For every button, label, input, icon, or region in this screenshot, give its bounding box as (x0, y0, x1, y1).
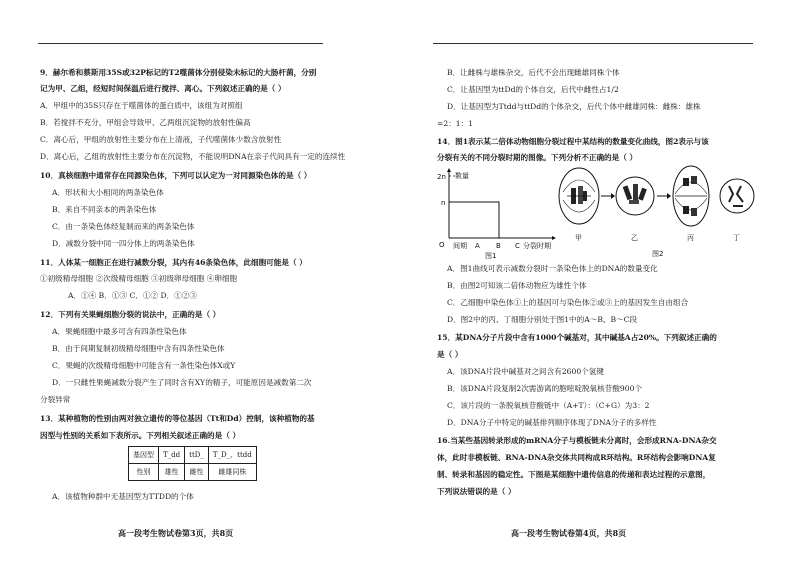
q10-option-b: B．来自不同亲本的两条染色体 (52, 205, 157, 214)
table-cell: T_dd (159, 447, 185, 464)
cell-label-yi: 乙 (631, 234, 638, 242)
x-tick-a: A (475, 242, 480, 250)
q16-line-4: 下列说法错误的是（ ） (437, 487, 516, 496)
q15-option-b: B．该DNA片段复制2次需游离的胞嘧啶脱氧核苷酸900个 (447, 384, 642, 393)
q9-option-d: D．离心后，乙组的放射性主要分布在沉淀物，不能说明DNA在亲子代间具有一定的连续性 (40, 152, 346, 161)
page-footer-right: 高一段考生物试卷第4页，共8页 (511, 528, 627, 538)
arrow-head-icon (611, 193, 615, 199)
y-axis-label: 数量 (455, 172, 469, 180)
q12-option-b: B．由于间期复制初级精母细胞中含有四条性染色体 (52, 344, 225, 353)
x-tick-interphase: 间期 (453, 242, 467, 250)
q15-stem-2: 是（ ） (437, 350, 463, 359)
q14-stem-2: 分裂有关的不同分裂时期的图像。下列分析不正确的是（ ） (437, 153, 638, 162)
figure-1-caption: 图1 (485, 252, 497, 260)
right-page (397, 0, 794, 562)
q13-option-d: D．让基因型为Ttdd与ttDd的个体杂交，后代个体中雌雄同株：雌株：雄株 (447, 102, 701, 111)
q14-option-b: B．由图2可知该二倍体动物应为雄性个体 (447, 281, 587, 290)
q15-option-a: A．该DNA片段中碱基对之间含有2600个氢键 (447, 367, 604, 376)
table-cell: ttD_ (185, 447, 209, 464)
cell-ding (720, 179, 754, 213)
q13-option-b: B．让雌株与雄株杂交，后代不会出现雌雄同株个体 (447, 68, 620, 77)
q12-option-a: A．果蝇细胞中最多可含有四条性染色体 (52, 327, 187, 336)
cell-bing (673, 166, 709, 226)
q9-stem-2: 记为甲、乙组，经短时间保温后进行搅拌、离心。下列叙述正确的是（ ） (40, 84, 286, 93)
figure-2-cells (557, 164, 757, 260)
table-row (129, 464, 257, 481)
cell-label-ding: 丁 (733, 234, 740, 242)
q11-stem: 11．人体某一细胞正在进行减数分裂，其内有46条染色体，此细胞可能是（ ） (40, 258, 307, 267)
q14-stem-1: 14．图1表示某二倍体动物细胞分裂过程中某结构的数量变化曲线，图2表示与该 (437, 137, 709, 146)
x-axis-label: 分裂时期 (523, 242, 551, 250)
q10-option-c: C．由一条染色体经复制而来的两条染色体 (52, 222, 195, 231)
q9-stem-1: 9．赫尔希和蔡斯用35S或32P标记的T2噬菌体分别侵染未标记的大肠杆菌，分别 (40, 68, 317, 77)
q9-option-a: A．甲组中的35S只存在于噬菌体的蛋白质中，该组为对照组 (40, 101, 243, 110)
top-rule-right (433, 43, 753, 44)
table-cell: 基因型 (129, 447, 159, 464)
q16-line-1: 16.当某些基因转录形成的mRNA分子与模板链未分离时，会形成RNA-DNA杂交 (437, 436, 717, 445)
top-rule-left (38, 43, 323, 44)
genotype-sex-table (128, 446, 257, 481)
table-cell: 雌性 (185, 464, 209, 481)
q12-stem: 12．下列有关果蝇细胞分裂的说法中，正确的是（ ） (40, 310, 221, 319)
q14-option-a: A．图1曲线可表示减数分裂时一条染色体上的DNA的数量变化 (447, 264, 658, 273)
q16-line-3: 制、转录和基因的稳定性。下图是某细胞中遗传信息的传递和表达过程的示意图， (437, 470, 711, 479)
q9-option-b: B．若搅拌不充分，甲组会导致甲、乙两组沉淀物的放射性偏高 (40, 118, 251, 127)
origin-label: O (439, 241, 445, 249)
arrow-head-icon (667, 193, 671, 199)
q13-stem-2: 因型与性别的关系如下表所示。下列相关叙述正确的是（ ） (40, 431, 241, 440)
table-cell: 雌雄同株 (208, 464, 256, 481)
q13-option-a: A．该植物种群中无基因型为TTDD的个体 (52, 492, 194, 501)
table-row (129, 447, 257, 464)
x-tick-c: C (515, 242, 520, 250)
x-axis-arrow-icon (552, 236, 556, 240)
q12-option-d-1: D．一只雌性果蝇减数分裂产生了同时含有XY的精子，可能原因是减数第二次 (52, 378, 312, 387)
table-cell: 性别 (129, 464, 159, 481)
q9-option-c: C．离心后，甲组的放射性主要分布在上清液，子代噬菌体少数含放射性 (40, 135, 282, 144)
q11-options: A．①④ B．①③ C．①② D．①②③ (68, 291, 197, 300)
q10-stem: 10．真核细胞中通常存在同源染色体，下列可以认定为一对同源染色体的是（ ） (40, 171, 312, 180)
q14-option-d: D．图2中的丙、丁细胞分别处于图1中的A～B、B～C段 (447, 315, 638, 324)
q15-option-c: C．该片段的一条脱氧核苷酸链中（A+T）：（C+G）为3：2 (447, 401, 650, 410)
y-tick-2n: 2n (437, 173, 446, 181)
q13-option-d-2: =2：1：1 (437, 119, 474, 128)
q13-stem-1: 13．某种植物的性别由两对独立遗传的等位基因（Tt和Dd）控制，该种植物的基 (40, 414, 315, 423)
x-tick-b: B (496, 242, 501, 250)
y-tick-n: n (441, 199, 446, 207)
cell-label-bing: 丙 (687, 234, 694, 242)
y-axis-arrow-icon (447, 168, 451, 172)
figure-2-caption: 图2 (652, 250, 664, 258)
cell-label-jia: 甲 (575, 234, 582, 242)
figure-1-graph (437, 168, 557, 260)
table-cell: T_D_、ttdd (208, 447, 256, 464)
cell-jia (559, 168, 599, 224)
page-footer-left: 高一段考生物试卷第3页，共8页 (118, 528, 234, 538)
q13-option-c: C．让基因型为ttDd的个体自交，后代中雌性占1/2 (447, 85, 619, 94)
q14-option-c: C．乙细胞中染色体①上的基因可与染色体②或③上的基因发生自由组合 (447, 298, 689, 307)
q15-stem-1: 15．某DNA分子片段中含有1000个碱基对，其中碱基A占20%。下列叙述正确的 (437, 333, 717, 342)
cell-yi (616, 177, 654, 215)
q16-line-2: 体，此时非模板链、RNA-DNA杂交体共同构成R环结构。R环结构会影响DNA复 (437, 453, 716, 462)
q12-option-d-2: 分裂异常 (40, 395, 71, 404)
q15-option-d: D．DNA分子中特定的碱基排列顺序体现了DNA分子的多样性 (447, 418, 657, 427)
q10-option-a: A．形状和大小相同的两条染色体 (52, 188, 164, 197)
curve-line (449, 202, 499, 238)
table-cell: 雄性 (159, 464, 185, 481)
q10-option-d: D．减数分裂中同一四分体上的两条染色体 (52, 239, 195, 248)
q11-items: ①初级精母细胞 ②次级精母细胞 ③初级卵母细胞 ④卵细胞 (40, 274, 238, 283)
q12-option-c: C．果蝇的次级精母细胞中可能含有一条性染色体X或Y (52, 361, 236, 370)
